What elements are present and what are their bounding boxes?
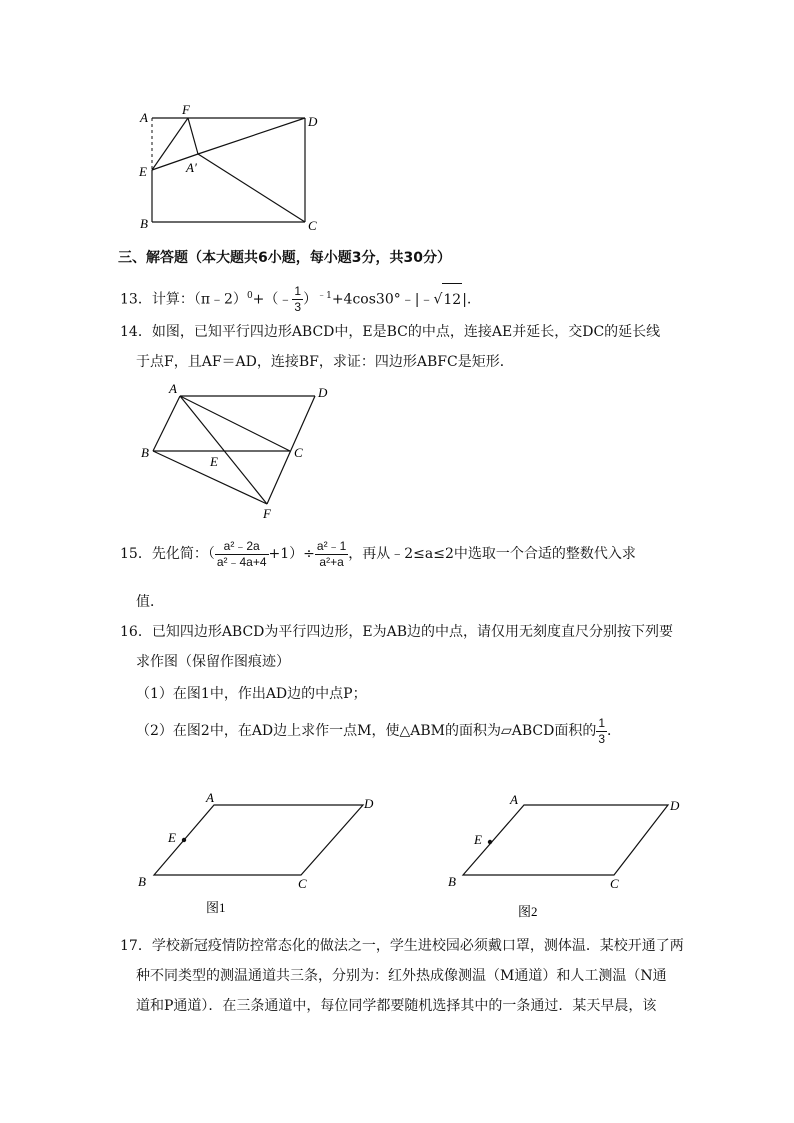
label-b: B [448, 874, 456, 889]
question-15 [120, 534, 636, 574]
q13-frac-den: 3 [294, 300, 302, 315]
label-d: D [318, 385, 328, 400]
q16-sub2-num: 1 [598, 715, 606, 730]
point-e [488, 840, 492, 844]
q16-line1: 16．已知四边形ABCD为平行四边形，E为AB边的中点，请仅用无刻度直尺分别按下列要 [120, 624, 674, 640]
q15-fraction-2 [315, 539, 348, 570]
label-c: C [298, 876, 307, 891]
q13-tail: +4cos30°﹣|﹣ [331, 291, 434, 308]
q15-f1-num: a²﹣2a [215, 539, 269, 555]
q16-sub2-end: ． [607, 723, 622, 739]
q15-fraction-1 [215, 539, 269, 570]
parallelogram-abcd [463, 805, 668, 875]
label-c: C [294, 445, 303, 460]
q15-prefix: 15．先化简：（ [120, 546, 215, 562]
q14-line2: 于点F，且AF＝AD，连接BF，求证：四边形ABFC是矩形． [136, 354, 514, 370]
label-d: D [308, 114, 318, 129]
label-e: E [210, 454, 218, 469]
caption-fig1: 图1 [206, 900, 226, 915]
q13-end: |. [462, 291, 472, 308]
q15-line2: 值． [136, 594, 164, 610]
label-e: E [474, 832, 482, 847]
edge-ab [153, 396, 180, 451]
edge-fa-prime [188, 118, 198, 154]
q13-exp0: 0 [246, 291, 253, 301]
section-heading-text: 三、解答题（本大题共6小题，每小题3分，共30分） [118, 250, 451, 266]
figure-2 [440, 788, 690, 923]
q13-frac-num: 1 [294, 284, 302, 299]
label-d: D [364, 796, 374, 811]
label-b: B [141, 445, 149, 460]
q13-prefix: 13．计算：（π﹣2） [120, 291, 247, 308]
edge-a-prime-c [198, 154, 305, 222]
point-e [182, 838, 186, 842]
q13-exp1: ﹣1 [317, 291, 332, 301]
q13-mid: +（﹣ [252, 291, 293, 308]
edge-fe [152, 118, 188, 170]
q16-sub1: （1）在图1中，作出AD边的中点P； [136, 686, 367, 702]
q16-sub2-text: （2）在图2中，在AD边上求作一点M，使△ABM的面积为▱ABCD面积的 [136, 723, 597, 739]
edge-a-prime-d [198, 118, 305, 154]
label-c: C [610, 876, 619, 891]
edge-ac [180, 396, 290, 451]
q15-tail: ，再从﹣2≤a≤2中选取一个合适的整数代入求 [348, 546, 636, 562]
label-c: C [308, 218, 317, 233]
q15-f2-num: a²﹣1 [316, 538, 347, 553]
fold-rectangle-figure [130, 100, 330, 235]
section-heading [118, 248, 451, 268]
q17-line2: 种不同类型的测温通道共三条，分别为：红外热成像测温（M通道）和人工测温（N通 [136, 968, 667, 984]
label-a: A [169, 381, 177, 396]
label-f: F [182, 102, 190, 117]
q13-sqrt: 12 [442, 283, 462, 316]
q14-line1: 14．如图，已知平行四边形ABCD中，E是BC的中点，连接AE并延长，交DC的延长线 [120, 324, 661, 340]
edge-af [180, 396, 267, 504]
q16-sub2-fraction [596, 716, 607, 747]
label-a: A [510, 792, 518, 807]
q13-after-frac: ） [303, 291, 318, 308]
q16-sub2 [136, 714, 621, 748]
label-a: A [140, 110, 148, 125]
label-a-prime: A′ [186, 160, 197, 175]
figure-1 [130, 788, 380, 918]
q15-f2-den: a²+a [319, 554, 344, 569]
label-d: D [670, 798, 680, 813]
edge-df [267, 396, 315, 504]
label-f: F [263, 506, 271, 520]
q17-line3: 道和P通道）．在三条通道中，每位同学都要随机选择其中的一条通过．某天早晨，该 [136, 998, 657, 1014]
label-b: B [138, 874, 146, 889]
caption-fig2: 图2 [518, 904, 538, 919]
q14-parallelogram-figure [135, 380, 345, 520]
label-e: E [168, 830, 176, 845]
q16-line2: 求作图（保留作图痕迹） [136, 654, 290, 670]
label-b: B [140, 216, 148, 231]
q15-mid: +1）÷ [268, 546, 315, 562]
label-e: E [139, 164, 147, 179]
label-a: A [206, 790, 214, 805]
q16-sub2-den: 3 [598, 731, 606, 746]
q17-line1: 17．学校新冠疫情防控常态化的做法之一，学生进校园必须戴口罩，测体温．某校开通了两 [120, 938, 684, 954]
q15-f1-den: a²﹣4a+4 [216, 554, 267, 569]
question-13: 13．计算：（π﹣2）$^0$+（﹣ $\frac{1}{3}$ ）$^{﹣1}$+4cos30°﹣|﹣√12|. [120, 284, 472, 315]
q13-fraction [292, 284, 303, 315]
